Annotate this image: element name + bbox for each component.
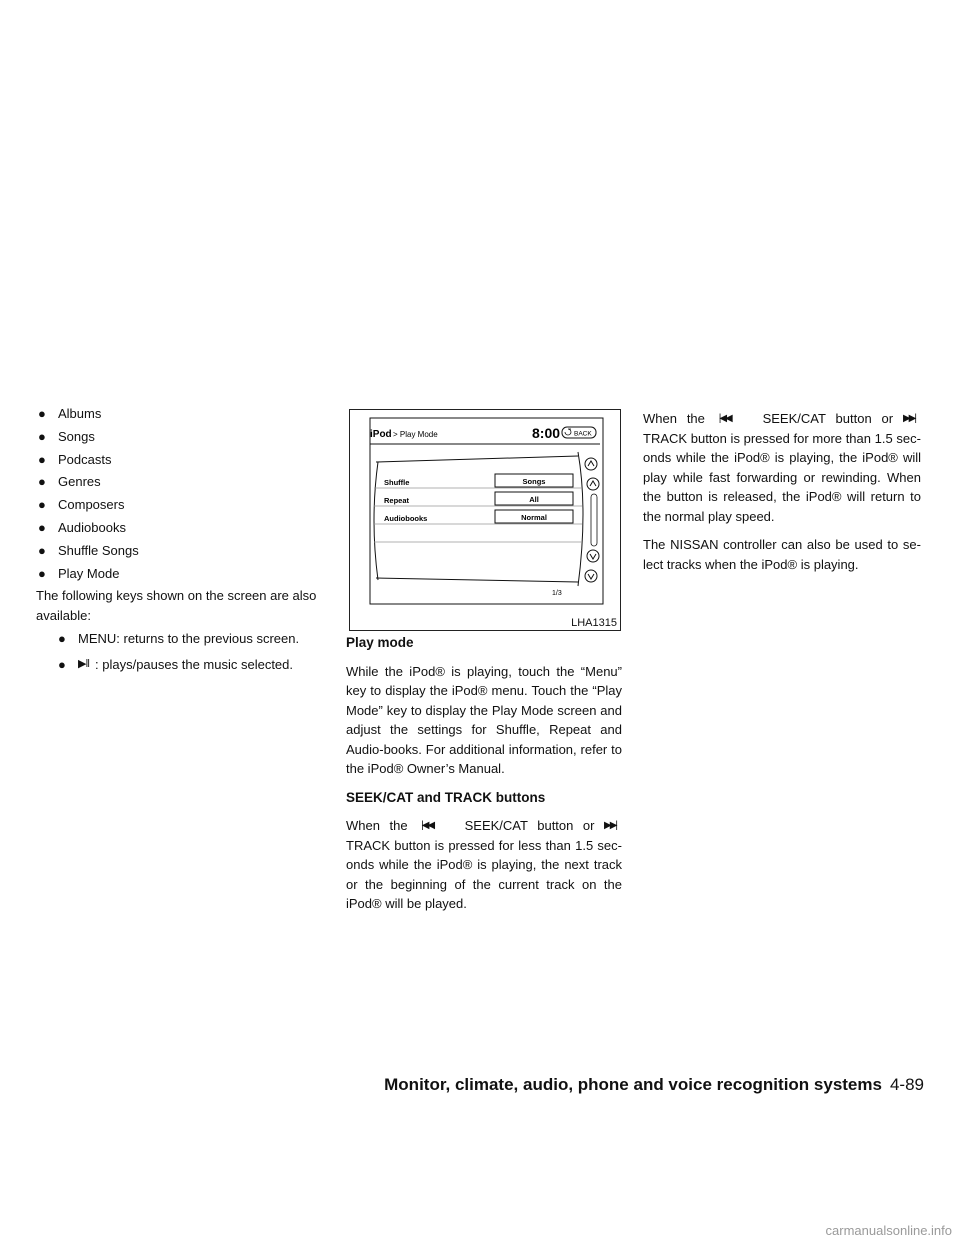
screen-illustration: [350, 410, 620, 630]
scroll-up-icon: [587, 478, 599, 490]
screen-breadcrumb: > Play Mode: [393, 430, 438, 439]
track-forward-icon: ▶▶|: [902, 413, 915, 424]
play-mode-paragraph: While the iPod® is playing, touch the “Menu” key to display the iPod® menu. Touch the “Play Mode” key to display the Play Mode screen and adjust the settings for Shuffle, Repeat and Audio-books. For additional information, refer to the iPod® Owner’s Manual.: [346, 663, 622, 776]
list-right-curve: [578, 452, 583, 586]
row-label: Shuffle: [384, 478, 410, 487]
page-indicator: 1/3: [552, 590, 562, 597]
track-forward-icon: ▶▶|: [604, 820, 616, 831]
controller-paragraph: The NISSAN controller can also be used to se-lect tracks when the iPod® is playing.: [643, 537, 921, 572]
section-title: Monitor, climate, audio, phone and voice recognition systems: [384, 1075, 882, 1094]
seek-paragraph: When the |◀◀ SEEK/CAT button or ▶▶| TRACK button is pressed for less than 1.5 sec-onds while the iPod® is playing, the next track or the beginning of the current track on the iPod® will be played.: [346, 818, 622, 911]
bullet-icon: ●: [38, 474, 46, 490]
bullet-icon: ●: [38, 519, 46, 535]
bullet-icon: ●: [58, 631, 66, 647]
play-mode-heading: Play mode: [346, 635, 414, 650]
seek-back-icon: |◀◀: [421, 820, 434, 831]
bullet-icon: ●: [38, 565, 46, 581]
watermark: carmanualsonline.info: [825, 1223, 952, 1238]
left-column: [36, 404, 336, 678]
scroll-down-icon: [587, 550, 599, 562]
figure-code: LHA1315: [571, 617, 617, 629]
bullet-icon: ●: [38, 406, 46, 421]
screen-clock: 8:00: [532, 425, 561, 441]
list-item: ● Genres: [36, 472, 336, 492]
bullet-icon: ●: [38, 497, 46, 513]
row-value: Normal: [521, 513, 547, 522]
seek-heading: SEEK/CAT and TRACK buttons: [346, 789, 546, 805]
list-item: ● Albums: [36, 404, 336, 424]
menu-key-item: ● MENU: returns to the previous screen.: [36, 629, 336, 649]
ipod-play-mode-screen-figure: [349, 409, 621, 631]
keys-intro: The following keys shown on the screen are also available:: [36, 588, 317, 623]
seek-long-press-paragraph: When the |◀◀ SEEK/CAT button or ▶▶| TRACK button is pressed for more than 1.5 sec-onds while the iPod® is playing, the iPod® will play while fast forwarding or rewinding. When the button is released, the iPod® will return to the normal play speed.: [643, 411, 921, 524]
list-item: ● Podcasts: [36, 450, 336, 470]
scroll-top-icon: [585, 458, 597, 470]
scrollbar: [591, 494, 597, 546]
page-footer: [384, 1075, 924, 1095]
bullet-icon: ●: [38, 542, 46, 558]
row-label: Audiobooks: [384, 514, 428, 523]
list-item: ● Songs: [36, 427, 336, 447]
back-button-label: BACK: [574, 430, 592, 438]
seek-back-icon: |◀◀: [718, 413, 731, 424]
list-item: ● Play Mode: [36, 564, 336, 584]
page-number: 4-89: [889, 1075, 924, 1094]
scroll-bottom-icon: [585, 570, 597, 582]
list-item: ● Composers: [36, 495, 336, 515]
play-key-item: ● ▶ǁ : plays/pauses the music selected.: [36, 655, 336, 675]
bullet-icon: ●: [38, 428, 46, 444]
play-pause-icon: ▶ǁ: [78, 657, 90, 670]
row-value: All: [529, 495, 539, 504]
right-column: [643, 409, 921, 583]
bullet-icon: ●: [58, 656, 66, 672]
bullet-icon: ●: [38, 451, 46, 467]
middle-column: [346, 633, 622, 923]
list-left-curve: [374, 462, 378, 580]
row-label: Repeat: [384, 496, 410, 505]
screen-title: iPod: [370, 429, 392, 440]
list-item: ● Audiobooks: [36, 518, 336, 538]
list-item: ● Shuffle Songs: [36, 541, 336, 561]
row-value: Songs: [522, 477, 546, 486]
